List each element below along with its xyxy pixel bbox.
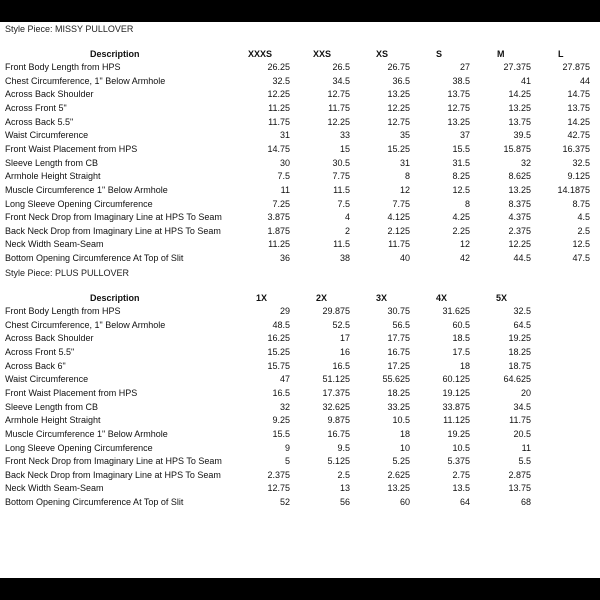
measurement-value: 7.75: [332, 171, 350, 182]
measurement-value: 27: [459, 62, 470, 72]
measurement-value: 8: [404, 171, 410, 182]
measurement-value: 19.125: [442, 387, 470, 398]
measurement-value: 7.25: [272, 198, 290, 209]
measurement-value: 52.5: [332, 319, 350, 330]
measurement-value: 2.875: [508, 469, 531, 480]
table-row: [0, 129, 600, 143]
row-description: Long Sleeve Opening Circumference: [5, 442, 153, 453]
measurement-value: 60: [399, 497, 410, 508]
measurement-value: 18.75: [508, 360, 531, 371]
measurement-value: 40: [399, 253, 410, 264]
measurement-value: 29: [279, 306, 290, 316]
measurement-value: 13.25: [508, 102, 531, 113]
measurement-value: 9.25: [272, 415, 290, 426]
measurement-value: 8: [464, 198, 470, 209]
measurement-value: 31.625: [442, 306, 470, 316]
table-row: [0, 238, 600, 252]
measurement-value: 11.25: [268, 239, 290, 250]
measurement-value: 15.25: [387, 143, 410, 154]
measurement-value: 15.75: [267, 360, 290, 371]
measurement-value: 33.25: [387, 401, 410, 412]
style-piece-label: Style Piece: PLUS PULLOVER: [5, 268, 130, 278]
measurement-value: 33.875: [442, 401, 470, 412]
table-row: [0, 482, 600, 496]
table-row: [0, 170, 600, 184]
measurement-value: 39.5: [513, 130, 531, 141]
measurement-value: 5: [284, 456, 290, 467]
measurement-value: 12.5: [572, 239, 590, 250]
description-header: Description: [90, 293, 140, 303]
table-row: [0, 387, 600, 401]
measurement-value: 13.75: [567, 102, 590, 113]
measurement-value: 2.375: [267, 469, 290, 480]
measurement-value: 64: [459, 497, 470, 508]
row-description: Across Back 5.5": [5, 116, 74, 127]
measurement-value: 12.75: [267, 483, 290, 494]
measurement-value: 14.1875: [557, 184, 590, 195]
row-description: Back Neck Drop from Imaginary Line at HPS To Seam: [5, 469, 221, 480]
size-header: 5X: [496, 293, 508, 303]
measurement-value: 11.5: [333, 239, 350, 250]
measurement-value: 68: [520, 497, 531, 508]
measurement-value: 31.5: [452, 157, 470, 168]
measurement-value: 16.75: [327, 428, 350, 439]
measurement-value: 9.875: [327, 415, 350, 426]
row-description: Armhole Height Straight: [5, 171, 101, 182]
size-header: XXS: [313, 49, 332, 59]
table-row: [0, 332, 600, 346]
measurement-value: 42: [459, 253, 470, 264]
table-row: [0, 102, 600, 116]
row-description: Front Body Length from HPS: [5, 306, 121, 316]
size-header: XS: [376, 49, 389, 59]
measurement-value: 11.25: [268, 102, 290, 113]
measurement-value: 30: [279, 157, 290, 168]
measurement-value: 13.25: [508, 184, 531, 195]
measurement-value: 11.75: [509, 415, 531, 426]
measurement-value: 14.25: [567, 116, 590, 127]
measurement-value: 12.75: [327, 89, 350, 100]
measurement-value: 15.5: [452, 143, 470, 154]
measurement-value: 16.5: [332, 360, 350, 371]
row-description: Long Sleeve Opening Circumference: [5, 198, 153, 209]
measurement-value: 17.5: [452, 346, 470, 357]
measurement-value: 31: [279, 130, 290, 141]
table-row: [0, 157, 600, 171]
measurement-value: 17.375: [322, 387, 350, 398]
size-header: XXXS: [248, 49, 273, 59]
row-description: Front Neck Drop from Imaginary Line at HPS To Seam: [5, 212, 222, 223]
measurement-value: 14.25: [508, 89, 531, 100]
measurement-value: 20: [520, 387, 531, 398]
measurement-value: 15.5: [272, 428, 290, 439]
measurement-value: 35: [399, 130, 410, 141]
row-description: Bottom Opening Circumference At Top of Slit: [5, 253, 184, 264]
measurement-value: 18: [399, 428, 410, 439]
size-header: 4X: [436, 293, 448, 303]
measurement-value: 34.5: [513, 401, 531, 412]
measurement-value: 2.5: [577, 225, 590, 236]
measurement-value: 37: [459, 130, 470, 141]
measurement-value: 55.625: [382, 374, 410, 385]
row-description: Chest Circumference, 1" Below Armhole: [5, 75, 166, 86]
measurement-value: 13: [339, 483, 350, 494]
row-description: Front Waist Placement from HPS: [5, 143, 138, 154]
measurement-value: 26.75: [387, 62, 410, 72]
measurement-value: 11.5: [333, 184, 350, 195]
size-header: 1X: [256, 293, 268, 303]
measurement-value: 29.875: [322, 306, 350, 316]
measurement-value: 60.5: [452, 319, 470, 330]
measurement-value: 16: [339, 346, 350, 357]
measurement-value: 18.25: [508, 346, 531, 357]
measurement-value: 10: [399, 442, 410, 453]
measurement-value: 17.25: [387, 360, 410, 371]
table-row: [0, 198, 600, 212]
measurement-value: 17: [339, 333, 350, 344]
row-description: Waist Circumference: [5, 374, 89, 385]
measurement-value: 12.25: [508, 239, 531, 250]
measurement-value: 2.5: [337, 469, 350, 480]
measurement-value: 33: [339, 130, 350, 141]
row-description: Front Waist Placement from HPS: [5, 387, 138, 398]
measurement-value: 13.75: [508, 483, 531, 494]
measurement-value: 5.5: [518, 456, 531, 467]
measurement-value: 13.25: [387, 483, 410, 494]
measurement-value: 44: [579, 75, 590, 86]
row-description: Muscle Circumference 1" Below Armhole: [5, 184, 168, 195]
measurement-value: 18.5: [452, 333, 470, 344]
table-row: [0, 469, 600, 483]
measurement-value: 5.375: [447, 456, 470, 467]
measurement-value: 26.5: [332, 62, 350, 72]
row-description: Front Neck Drop from Imaginary Line at HPS To Seam: [5, 456, 222, 467]
table-row: [0, 61, 600, 75]
measurement-value: 2.625: [387, 469, 410, 480]
size-header: M: [497, 49, 505, 59]
measurement-value: 13.25: [447, 116, 470, 127]
row-description: Chest Circumference, 1" Below Armhole: [5, 319, 166, 330]
measurement-value: 8.625: [508, 171, 531, 182]
size-header: 3X: [376, 293, 388, 303]
measurement-value: 7.5: [277, 171, 290, 182]
measurement-value: 4.25: [452, 212, 470, 223]
measurement-value: 15.875: [503, 143, 531, 154]
measurement-value: 11.75: [388, 239, 410, 250]
measurement-value: 18.25: [387, 387, 410, 398]
description-header: Description: [90, 49, 140, 59]
measurement-value: 5.25: [392, 456, 410, 467]
measurement-value: 12: [459, 239, 470, 250]
measurement-value: 32.5: [572, 157, 590, 168]
measurement-value: 9.5: [337, 442, 350, 453]
measurement-value: 15.25: [267, 346, 290, 357]
measurement-value: 8.75: [572, 198, 590, 209]
measurement-value: 26.25: [267, 62, 290, 72]
size-header: 2X: [316, 293, 328, 303]
table-row: [0, 442, 600, 456]
size-chart-document: [0, 22, 600, 578]
measurement-value: 19.25: [508, 333, 531, 344]
measurement-value: 30.5: [332, 157, 350, 168]
measurement-value: 14.75: [567, 89, 590, 100]
row-description: Armhole Height Straight: [5, 415, 101, 426]
table-row: [0, 319, 600, 333]
measurement-value: 12.25: [267, 89, 290, 100]
measurement-value: 2.125: [387, 225, 410, 236]
row-description: Front Body Length from HPS: [5, 62, 121, 72]
table-row: [0, 346, 600, 360]
row-description: Bottom Opening Circumference At Top of Slit: [5, 497, 184, 508]
table-row: [0, 116, 600, 130]
measurement-value: 3.875: [267, 212, 290, 223]
measurement-value: 10.5: [452, 442, 470, 453]
measurement-value: 44.5: [513, 253, 531, 264]
table-row: [0, 143, 600, 157]
measurement-value: 64.625: [503, 374, 531, 385]
measurement-value: 9.125: [567, 171, 590, 182]
measurement-value: 19.25: [447, 428, 470, 439]
table-row: [0, 428, 600, 442]
row-description: Sleeve Length from CB: [5, 401, 99, 412]
measurement-value: 16.75: [387, 346, 410, 357]
measurement-value: 60.125: [442, 374, 470, 385]
measurement-value: 32.5: [272, 75, 290, 86]
row-description: Neck Width Seam-Seam: [5, 239, 104, 250]
measurement-value: 10.5: [392, 415, 410, 426]
measurement-value: 11.75: [328, 102, 350, 113]
measurement-value: 4.375: [508, 212, 531, 223]
table-row: [0, 455, 600, 469]
table-row: [0, 373, 600, 387]
measurement-value: 56.5: [392, 319, 410, 330]
row-description: Across Back Shoulder: [5, 89, 94, 100]
measurement-value: 12.25: [387, 102, 410, 113]
measurement-value: 13.75: [508, 116, 531, 127]
measurement-value: 7.5: [337, 198, 350, 209]
measurement-value: 64.5: [513, 319, 531, 330]
measurement-value: 48.5: [272, 319, 290, 330]
measurement-value: 15: [339, 143, 350, 154]
measurement-value: 2.25: [452, 225, 470, 236]
measurement-value: 32.5: [513, 306, 531, 316]
table-row: [0, 414, 600, 428]
measurement-value: 12.75: [447, 102, 470, 113]
table-row: [0, 496, 600, 510]
measurement-value: 34.5: [332, 75, 350, 86]
measurement-value: 13.25: [387, 89, 410, 100]
table-row: [0, 75, 600, 89]
measurement-value: 20.5: [513, 428, 531, 439]
measurement-value: 52: [279, 497, 290, 508]
measurement-value: 16.375: [562, 143, 590, 154]
row-description: Sleeve Length from CB: [5, 157, 99, 168]
measurement-value: 4.5: [577, 212, 590, 223]
row-description: Muscle Circumference 1" Below Armhole: [5, 428, 168, 439]
measurement-value: 27.875: [562, 62, 590, 72]
measurement-value: 2.375: [508, 225, 531, 236]
measurement-value: 16.25: [267, 333, 290, 344]
table-row: [0, 401, 600, 415]
row-description: Across Back Shoulder: [5, 333, 94, 344]
measurement-value: 11.125: [443, 415, 470, 426]
measurement-value: 18: [459, 360, 470, 371]
measurement-value: 41: [520, 75, 531, 86]
measurement-value: 1.875: [267, 225, 290, 236]
row-description: Across Front 5": [5, 102, 67, 113]
measurement-value: 36: [279, 253, 290, 264]
table-row: [0, 252, 600, 266]
measurement-value: 11.75: [268, 116, 290, 127]
table-row: [0, 88, 600, 102]
measurement-value: 47.5: [572, 253, 590, 264]
measurement-value: 7.75: [392, 198, 410, 209]
measurement-value: 11: [280, 184, 290, 195]
table-row: [0, 225, 600, 239]
row-description: Neck Width Seam-Seam: [5, 483, 104, 494]
measurement-value: 8.25: [452, 171, 470, 182]
measurement-value: 2: [344, 225, 350, 236]
measurement-value: 56: [339, 497, 350, 508]
measurement-value: 4.125: [387, 212, 410, 223]
measurement-value: 13.75: [447, 89, 470, 100]
measurement-value: 38.5: [452, 75, 470, 86]
size-header: S: [436, 49, 443, 59]
table-row: [0, 360, 600, 374]
size-header: L: [558, 49, 564, 59]
measurement-value: 12: [399, 184, 410, 195]
measurement-value: 51.125: [322, 374, 350, 385]
row-description: Across Front 5.5": [5, 346, 75, 357]
row-description: Across Back 6": [5, 360, 66, 371]
measurement-value: 12.25: [327, 116, 350, 127]
measurement-value: 9: [284, 442, 290, 453]
measurement-value: 36.5: [392, 75, 410, 86]
style-piece-label: Style Piece: MISSY PULLOVER: [5, 24, 134, 34]
measurement-value: 16.5: [272, 387, 290, 398]
measurement-value: 4: [344, 212, 350, 223]
measurement-value: 12.5: [452, 184, 470, 195]
measurement-value: 11: [521, 442, 531, 453]
measurement-value: 32: [279, 401, 290, 412]
table-row: [0, 184, 600, 198]
measurement-value: 30.75: [387, 306, 410, 316]
measurement-value: 32: [520, 157, 531, 168]
row-description: Waist Circumference: [5, 130, 89, 141]
measurement-value: 5.125: [327, 456, 350, 467]
measurement-value: 17.75: [387, 333, 410, 344]
measurement-value: 8.375: [508, 198, 531, 209]
measurement-value: 13.5: [452, 483, 470, 494]
row-description: Back Neck Drop from Imaginary Line at HPS To Seam: [5, 225, 221, 236]
table-row: [0, 305, 600, 319]
measurement-value: 42.75: [567, 130, 590, 141]
measurement-value: 32.625: [322, 401, 350, 412]
measurement-value: 47: [279, 374, 290, 385]
measurement-value: 12.75: [387, 116, 410, 127]
measurement-value: 27.375: [503, 62, 531, 72]
measurement-value: 31: [399, 157, 410, 168]
measurement-value: 38: [339, 253, 350, 264]
table-row: [0, 211, 600, 225]
measurement-value: 14.75: [267, 143, 290, 154]
measurement-value: 2.75: [452, 469, 470, 480]
